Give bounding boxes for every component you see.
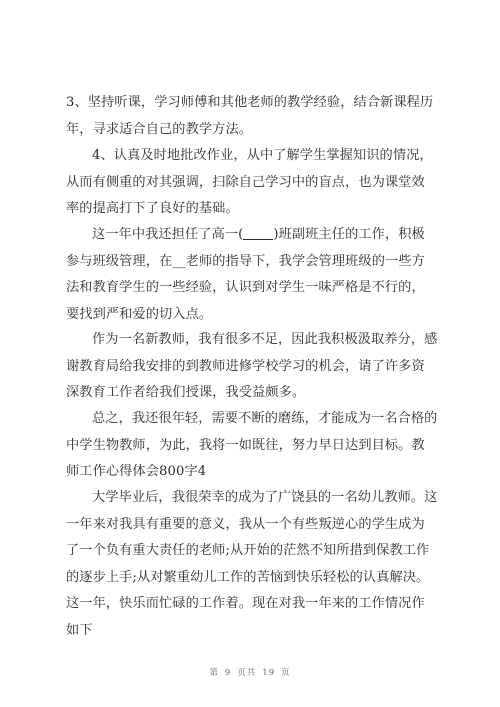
paragraph-summary: 总之，我还很年轻，需要不断的磨练，才能成为一名合格的中学生物教师，为此，我将一如既往，努力早日达到目标。教师工作心得体会800字4 [66,411,438,479]
footer-prefix: 第 [209,668,219,678]
paragraph-item-3: 3、坚持听课，学习师傅和其他老师的教学经验，结合新课程历年，寻求适合自己的教学方法。 [66,95,434,137]
paragraph-class-duty [66,222,438,328]
footer-page-number: 9 [224,668,232,678]
footer-suffix: 页 [281,668,291,678]
paragraph-class-duty-rest: )班副班主任的工作，积极参与班级管理，在__老师的指导下，我学会管理班级的一些方法和教育学生的一些经验，认识到对学生一味严格是不行的，要找到严和爱的切入点。 [66,227,425,322]
footer-middle: 页共 [237,668,257,678]
footer-total-pages: 19 [262,668,276,678]
paragraph-class-duty-start: 这一年中我还担任了高一( [92,227,244,242]
paragraph-kindergarten: 大学毕业后，我很荣幸的成为了广饶县的一名幼儿教师。这一年来对我具有重要的意义，我从一个有些叛逆心的学生成为了一个负有重大责任的老师;从开始的茫然不知所措到保教工作的逐步上手;从对繁重幼儿工作的苦恼到快乐轻松的认真解决。这一年，快乐而忙碌的工作着。现在对我一年来的工作情况作如下 [66,490,438,638]
page-footer [0,666,500,678]
blank-class-number [243,225,273,240]
paragraph-item-4: 4、认真及时地批改作业，从中了解学生掌握知识的情况，从而有侧重的对其强调，扫除自己学习中的盲点，也为课堂效率的提高打下了良好的基础。 [66,148,433,216]
paragraph-new-teacher: 作为一名新教师，我有很多不足，因此我积极汲取养分，感谢教育局给我安排的到教师进修学校学习的机会，请了许多资深教育工作者给我们授课，我受益颇多。 [66,332,438,400]
